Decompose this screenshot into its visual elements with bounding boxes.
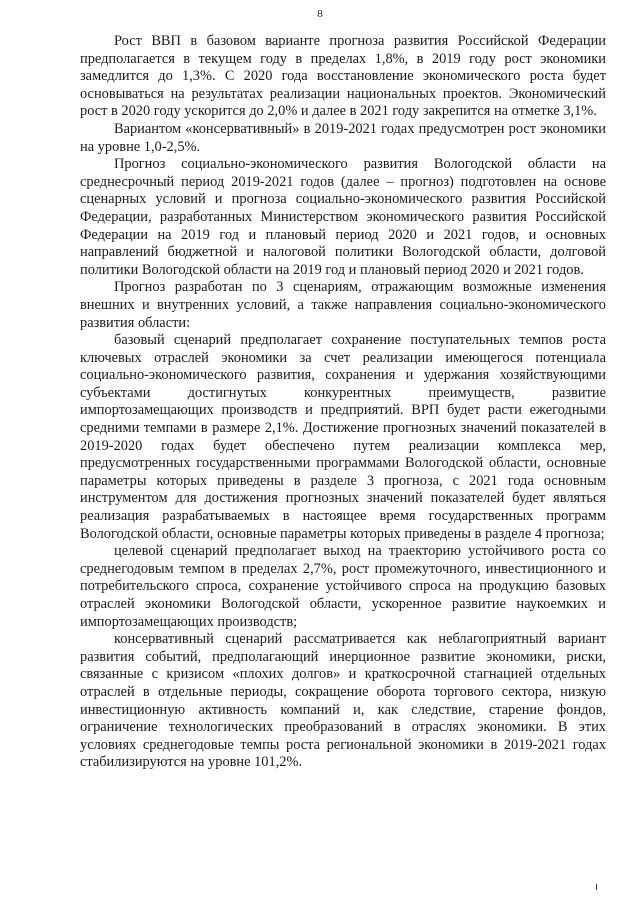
paragraph-base-scenario: базовый сценарий предполагает сохранение поступательных темпов роста ключевых отраслей экономики за счет реализации имеющегося потенциала социально-экономического развития, сохранения и удержания хозяйствующими субъектами достигнутых конкурентных преимуществ, развитие импортозамещающих производств и предприятий. ВРП будет расти ежегодными средними темпами в размере 2,1%. Достижение прогнозных значений показателей в 2019-2020 годах будет обеспечено путем реализации комплекса мер, предусмотренных государственными программами Вологодской области, основные параметры которых приведены в разделе 3 прогноза, с 2021 года основным инструментом для достижения прогнозных значений показателей будет являться реализация разрабатываемых в настоящее время государственных программ Вологодской области, основные параметры которых приведены в разделе 4 прогноза; — [80, 332, 606, 542]
page-number: 8 — [317, 8, 323, 20]
paragraph-conservative-variant: Вариантом «консервативный» в 2019-2021 годах предусмотрен рост экономики на уровне 1,0-2,5%. — [80, 120, 606, 155]
paragraph-gdp-growth: Рост ВВП в базовом варианте прогноза развития Российской Федерации предполагается в текущем году в пределах 1,8%, в 2019 году рост экономики замедлится до 1,3%. С 2020 года восстановление экономического роста будет основываться на результатах реализации национальных проектов. Экономический рост в 2020 году ускорится до 2,0% и далее в 2021 году закрепится на отметке 3,1%. — [80, 33, 606, 120]
paragraph-forecast-basis: Прогноз социально-экономического развития Вологодской области на среднесрочный период 2019-2021 годов (далее – прогноз) подготовлен на основе сценарных условий и прогноза социально-экономического развития Российской Федерации, разработанных Министерством экономического развития Российской Федерации на 2019 год и плановый период 2020 и 2021 годов, и основных направлений бюджетной и налоговой политики Вологодской области, долговой политики Вологодской области на 2019 год и плановый период 2020 и 2021 годов. — [80, 156, 606, 278]
document-body — [80, 33, 606, 772]
paragraph-target-scenario: целевой сценарий предполагает выход на траекторию устойчивого роста со среднегодовым темпом в пределах 2,7%, рост промежуточного, инвестиционного и потребительского спроса, сохранение устойчивого спроса на продукцию базовых отраслей экономики Вологодской области, ускоренное развитие наукоемких и импортозамещающих производств; — [80, 543, 606, 630]
scan-mark — [596, 884, 597, 890]
paragraph-scenarios-intro: Прогноз разработан по 3 сценариям, отражающим возможные изменения внешних и внутренних условий, а также направления социально-экономического развития области: — [80, 279, 606, 331]
paragraph-conservative-scenario: консервативный сценарий рассматривается как неблагоприятный вариант развития событий, предполагающий инерционное развитие экономики, риски, связанные с кризисом «плохих долгов» и краткосрочной стагнацией отдельных отраслей в отдельные периоды, сокращение оборота торгового сектора, низкую инвестиционную активность компаний и, как следствие, старение фондов, ограничение технологических преобразований в отраслях экономики. В этих условиях среднегодовые темпы роста региональной экономики в 2019-2021 годах стабилизируются на уровне 101,2%. — [80, 631, 606, 771]
